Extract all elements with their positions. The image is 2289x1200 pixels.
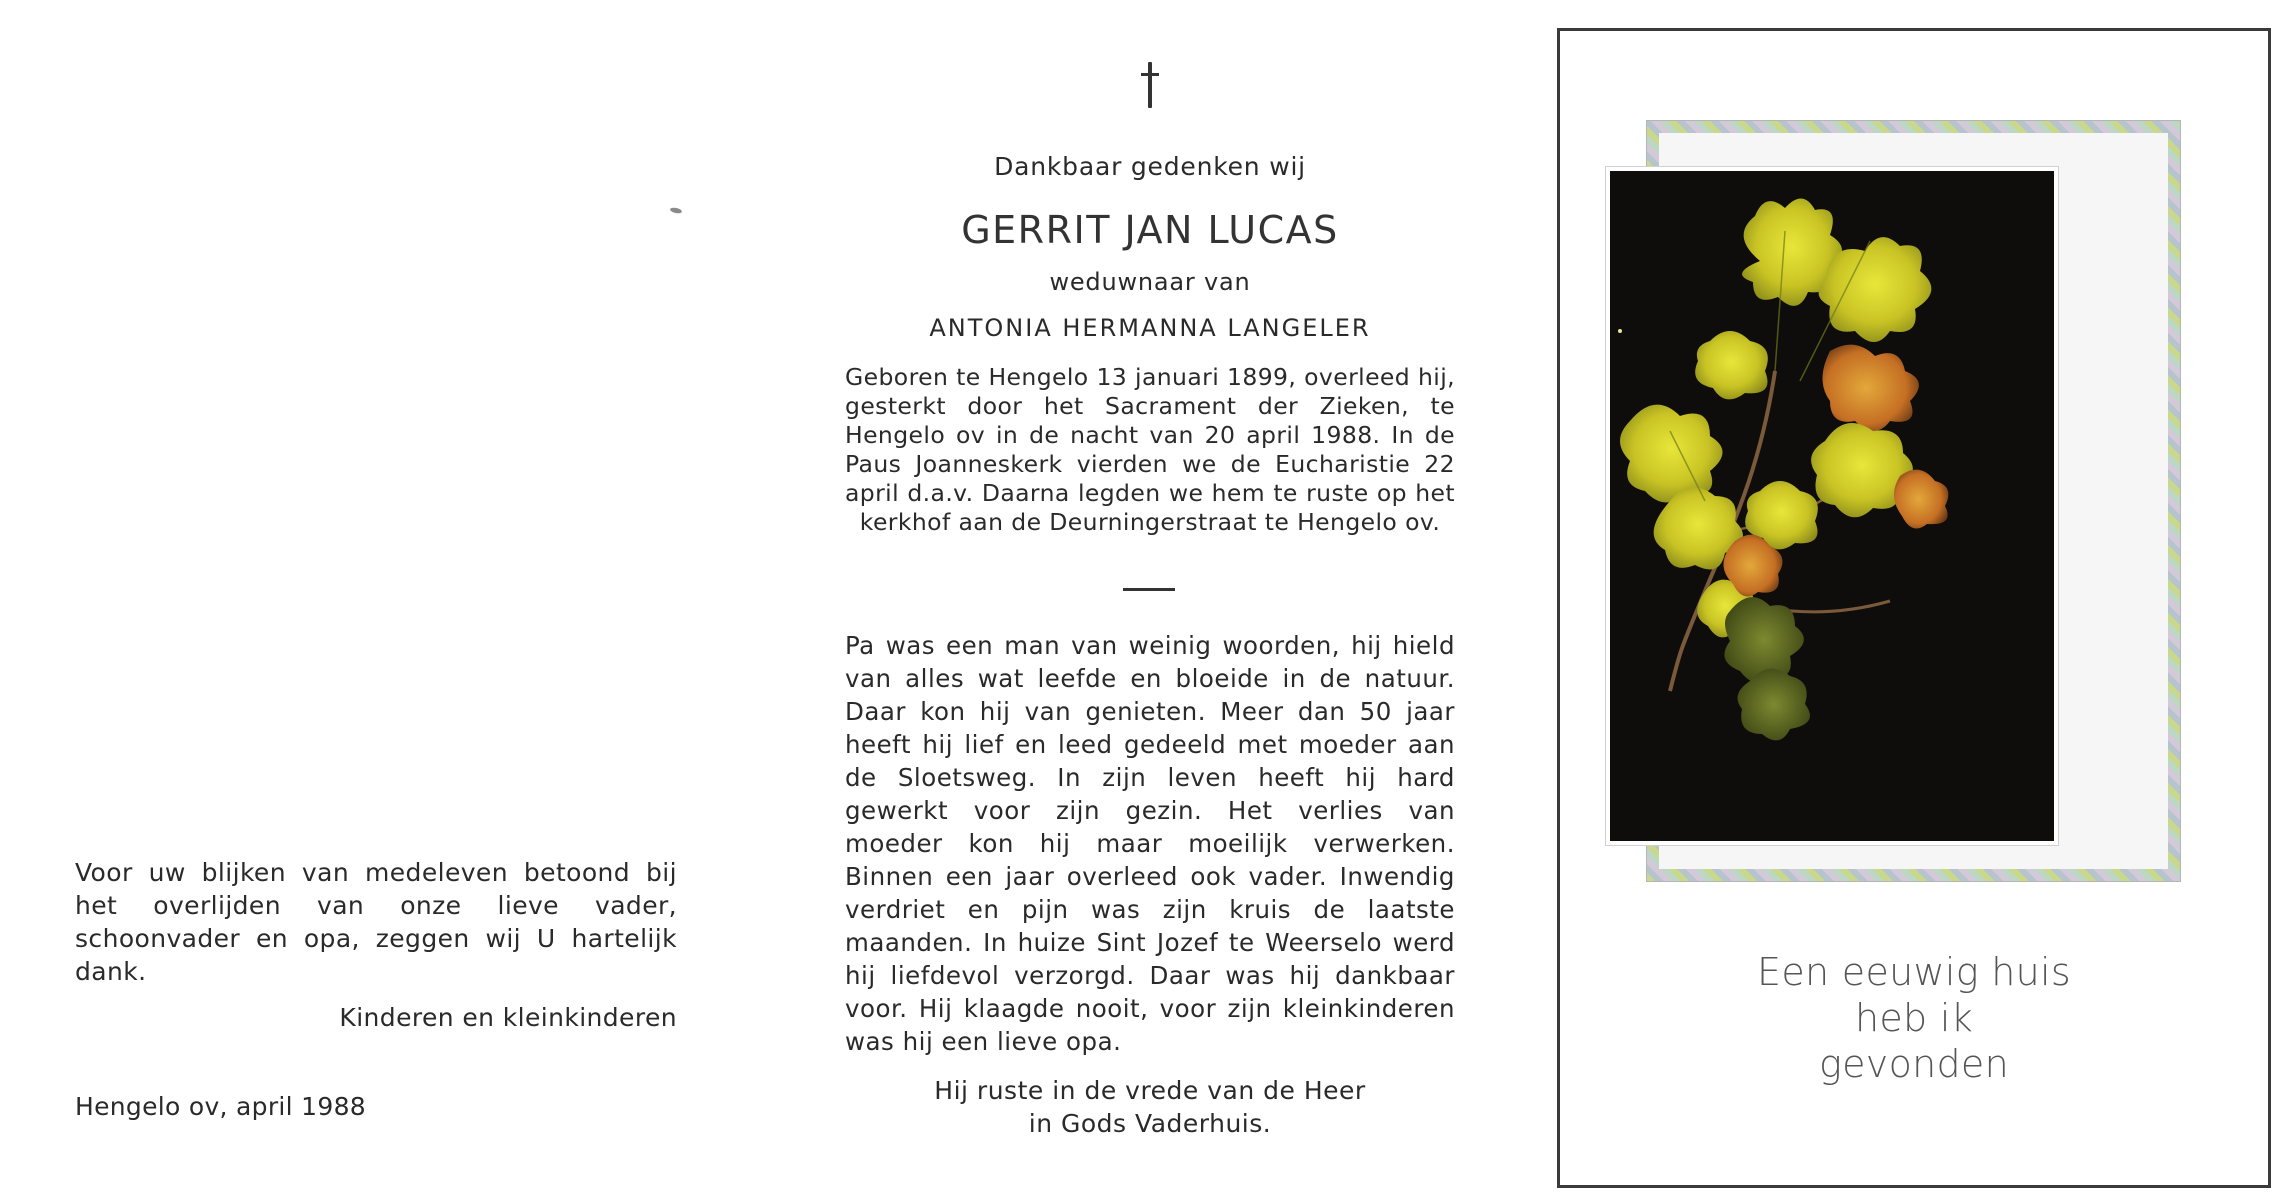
relation-text: weduwnaar van — [1049, 268, 1251, 296]
right-panel — [1557, 28, 2271, 1188]
closing-line-2: in Gods Vaderhuis. — [1028, 1109, 1272, 1138]
oak-leaves-photo — [1606, 167, 2058, 845]
motto-line-1: Een eeuwig huis — [1757, 950, 2071, 994]
divider — [1123, 588, 1175, 591]
motto-line-2: heb ik — [1854, 996, 1974, 1040]
closing-line-1: Hij ruste in de vrede van de Heer — [934, 1076, 1366, 1105]
thanks-text: Voor uw blijken van medeleven betoond bij het overlijden van onze lieve vader, schoonvader en opa, zeggen wij U hartelijk dank. — [75, 858, 677, 986]
deceased-name: GERRIT JAN LUCAS — [961, 208, 1339, 252]
place-date: Hengelo ov, april 1988 — [75, 1092, 366, 1121]
paper-speck — [670, 207, 683, 214]
middle-panel — [840, 0, 1460, 1200]
motto-line-3: gevonden — [1819, 1042, 2009, 1086]
spouse-name: ANTONIA HERMANNA LANGELER — [929, 314, 1371, 342]
signoff: Kinderen en kleinkinderen — [339, 1003, 677, 1032]
closing-text — [840, 1074, 1460, 1140]
intro-text: Dankbaar gedenken wij — [994, 152, 1306, 181]
biography-text: Geboren te Hengelo 13 januari 1899, overleed hij, gesterkt door het Sacrament der Zieken, te Hengelo ov in de nacht van 20 april 1988. In de Paus Joanneskerk vierden we de Eucharistie 22 april d.a.v. Daarna legden we hem te ruste op het kerkhof aan de Deurningerstraat te Hengelo ov. — [845, 363, 1456, 536]
oak-leaves-icon — [1610, 171, 2054, 841]
motto-text — [1560, 949, 2268, 1087]
left-panel — [0, 0, 700, 1200]
cross-icon — [1141, 62, 1159, 108]
memory-text: Pa was een man van weinig woorden, hij hield van alles wat leefde en bloeide in de natuur. Daar kon hij van genieten. Meer dan 50 jaar heeft hij lief en leed gedeeld met moeder aan de Sloetsweg. In zijn leven heeft hij hard gewerkt voor zijn gezin. Het verlies van moeder kon hij maar moeilijk verwerken. Binnen een jaar overleed ook vader. Inwendig verdriet en pijn was zijn kruis de laatste maanden. In huize Sint Jozef te Weerselo werd hij liefdevol verzorgd. Daar was hij dankbaar voor. Hij klaagde nooit, voor zijn kleinkinderen was hij een lieve opa. — [845, 631, 1455, 1056]
